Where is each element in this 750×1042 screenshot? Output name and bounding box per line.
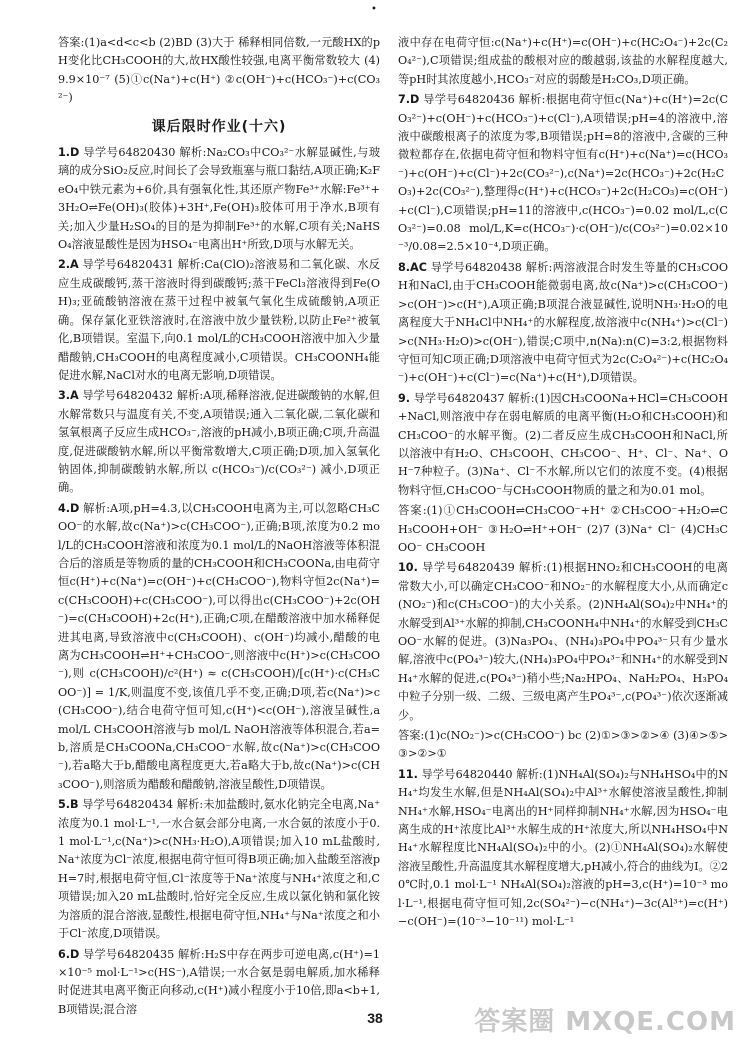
item-text: 导学号64820439 解析:(1)根据HNO₂和CH₃COOH的电离常数大小,可以确定CH₃COO⁻和NO₂⁻的水解程度大小,从而确定c(NO₂⁻)和c(CH₃COO⁻)的大小关系。(2)NH₄Al(SO₄)₂中NH₄⁺的水解受到Al³⁺水解的抑制,CH₃COONH₄中NH₄⁺的水解受到CH₃COO⁻水解的促进。(3)Na₃PO₄、(NH₄)₃PO₄中PO₄³⁻只有少量水解,溶液中c(PO₄³⁻)较大,(NH₄)₃PO₄中PO₄³⁻和NH₄⁺的水解受到NH₄⁺水解的促进,c(PO₄³⁻)稍小些;Na₂HPO₄、NaH₂PO₄、H₃PO₄中粒子分别一级、二级、三级电离产生PO₄³⁻,c(PO₄³⁻)依次逐渐减少。 bbox=[398, 561, 728, 722]
list-item bbox=[58, 144, 380, 254]
section-title: 课后限时作业(十六) bbox=[151, 118, 287, 135]
item-number: 8.AC bbox=[398, 260, 427, 274]
item-text: 答案:(1)c(NO₂⁻)>c(CH₃COO⁻) bc (2)①>③>②>④ (3)④>⑤>③>②>① bbox=[398, 729, 728, 761]
list-item bbox=[398, 559, 728, 725]
item-text: 导学号64820436 解析:根据电荷守恒c(Na⁺)+c(H⁺)=2c(CO₃²⁻)+c(OH⁻)+c(HCO₃⁻)+c(Cl⁻),A项错误;pH=4的溶液中,溶液中碳酸根离子的浓度为零,B项错误;pH=8的溶液中,含碳的三种微粒都存在,依据电荷守恒和物料守恒有c(H⁺)+c(Na⁺)=c(HCO₃⁻)+c(OH⁻)+c(Cl⁻)+2c(CO₃²⁻),c(Na⁺)=2c(HCO₃⁻)+2c(H₂CO₃)+2c(CO₃²⁻),整理得c(H⁺)+c(HCO₃⁻)+2c(H₂CO₃)=c(OH⁻)+c(Cl⁻),C项错误;pH=11的溶液中,c(HCO₃⁻)=0.02 mol/L,c(CO₃²⁻)=0.08 mol/L,K=c(HCO₃⁻)·c(OH⁻)/c(CO₃²⁻)=0.02×10⁻³/0.08=2.5×10⁻⁴,D项正确。 bbox=[398, 93, 729, 254]
list-item bbox=[58, 500, 380, 795]
item-number: 1.D bbox=[58, 146, 80, 160]
header-mark: • bbox=[371, 4, 377, 15]
list-item bbox=[58, 387, 380, 497]
item-text: 答案:(1)①CH₃COOH⇌CH₃COO⁻+H⁺ ②CH₃COO⁻+H₂O⇌CH₃COOH+OH⁻ ③H₂O⇌H⁺+OH⁻ (2)7 (3)Na⁺ Cl⁻ (4)CH₃COO⁻ CH₃COOH bbox=[398, 504, 728, 554]
item-text: 液中存在电荷守恒:c(Na⁺)+c(H⁺)=c(OH⁻)+c(HC₂O₄⁻)+2c(C₂O₄²⁻),C项错误;组成盐的酸根对应的酸越弱,该盐的水解程度越大,等pH时其浓度越小,HCO₃⁻对应的弱酸是H₂CO₃,D项正确。 bbox=[398, 36, 728, 86]
item-number: 6.D bbox=[58, 947, 80, 961]
list-item bbox=[58, 946, 380, 1020]
item-text: 导学号64820431 解析:Ca(ClO)₂溶液易和二氧化碳、水反应生成碳酸钙,蒸干溶液时得到碳酸钙;蒸干FeCl₃溶液得到Fe(OH)₃;亚硫酸钠溶液在蒸干过程中被氧气氧化生成硫酸钠,A项正确。保存氯化亚铁溶液时,在溶液中放少量铁粉,以防止Fe²⁺被氧化,B项错误。室温下,向0.1 mol/L的CH₃COOH溶液中加入少量醋酸钠,CH₃COOH的电离程度减小,C项错误。CH₃COONH₄能促进水解,NaCl对水的电离无影响,D项错误。 bbox=[58, 258, 380, 382]
item-text: 导学号64820434 解析:未加盐酸时,氨水化钠完全电离,Na⁺浓度为0.1 mol·L⁻¹,一水合氨会部分电离,一水合氨的浓度小于0.1 mol·L⁻¹,c(Na⁺)>c(NH₃·H₂O),A项错误;加入10 mL盐酸时,Na⁺浓度为Cl⁻浓度,根据电荷守恒可得B项正确;加入盐酸至溶液pH=7时,根据电荷守恒,Cl⁻浓度等于Na⁺浓度与NH₄⁺浓度之和,C项错误;加入20 mL盐酸时,恰好完全反应,生成以氯化钠和氯化铵为溶质的混合溶液,显酸性,根据电荷守恒,NH₄⁺与Na⁺浓度之和小于Cl⁻浓度,D项错误。 bbox=[58, 798, 380, 941]
item-number: 2.A bbox=[58, 258, 79, 272]
item-number: 10. bbox=[398, 561, 418, 575]
watermark: 答案圈 MXQE.COM bbox=[474, 1007, 736, 1037]
item-number: 9. bbox=[398, 391, 411, 405]
answer-block bbox=[398, 502, 728, 557]
list-item bbox=[398, 91, 728, 257]
item-text: 导学号64820438 解析:两溶液混合时发生等量的CH₃COOH和NaCl,由于CH₃COOH能微弱电离,故c(Na⁺)>c(CH₃COO⁻)>c(OH⁻)>c(H⁺),A项正确;B项混合液显碱性,说明NH₃·H₂O的电离程度大于NH₄Cl中NH₄⁺的水解程度,故溶液中c(NH₄⁺)>c(Cl⁻)>c(NH₃·H₂O)>c(OH⁻),错误;C项中,n(Na):n(C)=3:2,根据物料守恒可知C项正确;D项溶液中电荷守恒式为2c(C₂O₄²⁻)+c(HC₂O₄⁻)+c(OH⁻)+c(Cl⁻)=c(Na⁺)+c(H⁺),D项错误。 bbox=[398, 260, 728, 385]
item-text: 导学号64820440 解析:(1)NH₄Al(SO₄)₂与NH₄HSO₄中的NH₄⁺均发生水解,但是NH₄Al(SO₄)₂中Al³⁺水解使溶液呈酸性,抑制NH₄⁺水解,HSO₄⁻电离出的H⁺同样抑制NH₄⁺水解,因为HSO₄⁻电离生成的H⁺浓度比Al³⁺水解生成的H⁺浓度大,所以NH₄HSO₄中NH₄⁺水解程度比NH₄Al(SO₄)₂中的小。(2)①NH₄Al(SO₄)₂水解使溶液呈酸性,升高温度其水解程度增大,pH减小,符合的曲线为Ⅰ。②20℃时,0.1 mol·L⁻¹ NH₄Al(SO₄)₂溶液的pH=3,c(H⁺)=10⁻³ mol·L⁻¹,根据电荷守恒可知,2c(SO₄²⁻)−c(NH₄⁺)−3c(Al³⁺)=c(H⁺)−c(OH⁻)=(10⁻³−10⁻¹¹) mol·L⁻¹ bbox=[398, 767, 729, 929]
item-text: 导学号64820432 解析:A项,稀释溶液,促进碳酸钠的水解,但水解常数只与温度有关,不变,A项错误;通入二氧化碳,二氧化碳和氢氧根离子反应生成HCO₃⁻,溶液的pH减小,B项正确;C项,升高温度,促进碳酸钠水解,所以平衡常数增大,C项正确;D项,加入氢氧化钠固体,抑制碳酸钠水解,所以 c(HCO₃⁻)/c(CO₃²⁻) 减小,D项正确。 bbox=[58, 389, 380, 495]
item-text: 导学号64820430 解析:Na₂CO₃中CO₃²⁻水解显碱性,与玻璃的成分SiO₂反应,时间长了会导致瓶塞与瓶口黏结,A项正确;K₂FeO₄中铁元素为+6价,具有强氧化性,其还原产物Fe³⁺水解:Fe³⁺+3H₂O⇌Fe(OH)₃(胶体)+3H⁺,Fe(OH)₃胶体可用于净水,B项有关;加入少量H₂SO₄的目的是为抑制Fe³⁺的水解,C项有关;NaHSO₄溶液显酸性是因为HSO₄⁻电离出H⁺所致,D项与水解无关。 bbox=[58, 146, 381, 252]
left-column bbox=[58, 34, 380, 1021]
list-item bbox=[398, 34, 728, 89]
item-number: 4.D bbox=[58, 501, 80, 515]
item-number: 11. bbox=[398, 767, 418, 781]
item-number: 5.B bbox=[58, 798, 79, 812]
item-number: 7.D bbox=[398, 93, 420, 107]
list-item bbox=[398, 259, 728, 388]
page-number: 38 bbox=[367, 1010, 383, 1026]
answer-block: 答案:(1)a<d<c<b (2)BD (3)大于 稀释相同倍数,一元酸HX的pH变化比CH₃COOH的大,故HX酸性较强,电离平衡常数较大 (4)9.9×10⁻⁷ (5)①c(Na⁺)+c(H⁺) ②c(OH⁻)+c(HCO₃⁻)+c(CO₃²⁻) bbox=[58, 36, 380, 105]
right-column bbox=[398, 34, 728, 934]
item-text: 导学号64820437 解析:(1)因CH₃COONa+HCl=CH₃COOH+NaCl,则溶液中存在弱电解质的电离平衡(H₂O和CH₃COOH)和CH₃COO⁻的水解平衡。(2)二者反应生成CH₃COOH和NaCl,所以溶液中有H₂O、CH₃COOH、CH₃COO⁻、H⁺、Cl⁻、Na⁺、OH⁻7种粒子。(3)Na⁺、Cl⁻不水解,所以它们的浓度不变。(4)根据物料守恒,CH₃COO⁻与CH₃COOH物质的量之和为0.01 mol。 bbox=[398, 391, 728, 497]
answer-block bbox=[398, 727, 728, 764]
list-item bbox=[58, 796, 380, 943]
list-item bbox=[58, 256, 380, 385]
item-text: 解析:A项,pH=4.3,以CH₃COOH电离为主,可以忽略CH₃COO⁻的水解,故c(Na⁺)>c(CH₃COO⁻),正确;B项,浓度为0.2 mol/L的CH₃COOH溶液和浓度为0.1 mol/L的NaOH溶液等体积混合后的溶质是等物质的量的CH₃COOH和CH₃COONa,由电荷守恒c(H⁺)+c(Na⁺)=c(OH⁻)+c(CH₃COO⁻),物料守恒2c(Na⁺)=c(CH₃COOH)+c(CH₃COO⁻),可以得出c(CH₃COO⁻)+2c(OH⁻)=c(CH₃COOH)+2c(H⁺),正确;C项,在醋酸溶液中加水稀释促进其电离,导致溶液中c(CH₃COOH)、c(OH⁻)均减小,醋酸的电离为CH₃COOH⇌H⁺+CH₃COO⁻,则溶液中c(H⁺)>c(CH₃COO⁻),则 c(CH₃COOH)/c²(H⁺) ≈ c(CH₃COOH)/[c(H⁺)·c(CH₃COO⁻)] = 1/K,则温度不变,该值几乎不变,正确;D项,若c(Na⁺)>c(CH₃COO⁻),结合电荷守恒可知,c(H⁺)<c(OH⁻),溶液呈碱性,a mol/L CH₃COOH溶液与b mol/L NaOH溶液等体积混合,若a=b,溶质是CH₃COONa,CH₃COO⁻水解,故c(Na⁺)>c(CH₃COO⁻),若a略大于b,醋酸电离程度更大,若a略大于b,故c(Na⁺)>c(CH₃COO⁻),则溶质为醋酸和醋酸钠,溶液呈酸性,D项错误。 bbox=[58, 501, 380, 791]
list-item bbox=[398, 390, 728, 500]
list-item bbox=[398, 766, 728, 932]
item-number: 3.A bbox=[58, 389, 79, 403]
item-text: 导学号64820435 解析:H₂S中存在两步可逆电离,c(H⁺)=1×10⁻⁵ mol·L⁻¹>c(HS⁻),A错误;一水合氨是弱电解质,加水稀释时促进其电离平衡正向移动,c(H⁺)减小程度小于10倍,即a<b+1,B项错误;混合溶 bbox=[58, 947, 380, 1016]
